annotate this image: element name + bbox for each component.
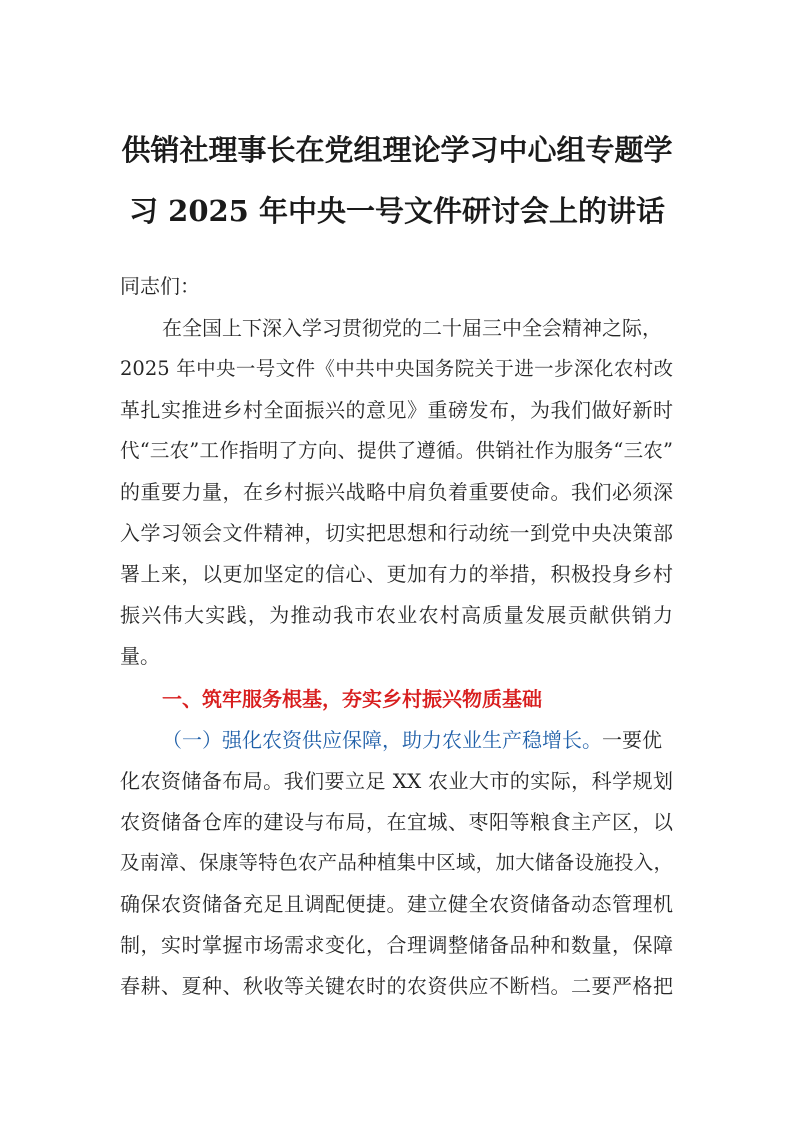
intro-line: 署上来，以更加坚定的信心、更加有力的举措，积极投身乡村: [120, 562, 673, 586]
body-line: 制，实时掌握市场需求变化，合理调整储备品种和数量，保障: [120, 933, 673, 957]
salutation: 同志们：: [120, 274, 200, 298]
subsection-heading: （一）强化农资供应保障，助力农业生产稳增长。: [162, 728, 602, 752]
intro-line: 革扎实推进乡村全面振兴的意见》重磅发布，为我们做好新时: [120, 398, 673, 422]
subsection-paragraph-start: [162, 726, 673, 754]
intro-line: 入学习领会文件精神，切实把思想和行动统一到党中央决策部: [120, 521, 673, 545]
body-line: 农资储备仓库的建设与布局，在宜城、枣阳等粮食主产区，以: [120, 810, 673, 834]
body-line: 春耕、夏种、秋收等关键农时的农资供应不断档。二要严格把: [120, 974, 673, 998]
intro-line: 量。: [120, 644, 160, 668]
intro-line: 代“三农”工作指明了方向、提供了遵循。供销社作为服务“三农”: [120, 439, 673, 462]
body-line: 及南漳、保康等特色农产品种植集中区域，加大储备设施投入，: [120, 851, 673, 874]
body-line: 化农资储备布局。我们要立足 XX 农业大市的实际，科学规划: [120, 769, 673, 793]
intro-line: 2025 年中央一号文件《中共中央国务院关于进一步深化农村改: [120, 357, 673, 380]
section-heading: 一、筑牢服务根基，夯实乡村振兴物质基础: [162, 687, 542, 711]
intro-line: 在全国上下深入学习贯彻党的二十届三中全会精神之际，: [162, 316, 662, 340]
intro-line: 振兴伟大实践，为推动我市农业农村高质量发展贡献供销力: [120, 603, 673, 627]
document-title-line-2: 习 2025 年中央一号文件研讨会上的讲话: [129, 194, 665, 228]
body-line: 确保农资储备充足且调配便捷。建立健全农资储备动态管理机: [120, 892, 673, 916]
subsection-lead-text: 一要优: [602, 728, 662, 752]
intro-line: 的重要力量，在乡村振兴战略中肩负着重要使命。我们必须深: [120, 480, 673, 504]
document-title-line-1: 供销社理事长在党组理论学习中心组专题学: [121, 133, 673, 167]
